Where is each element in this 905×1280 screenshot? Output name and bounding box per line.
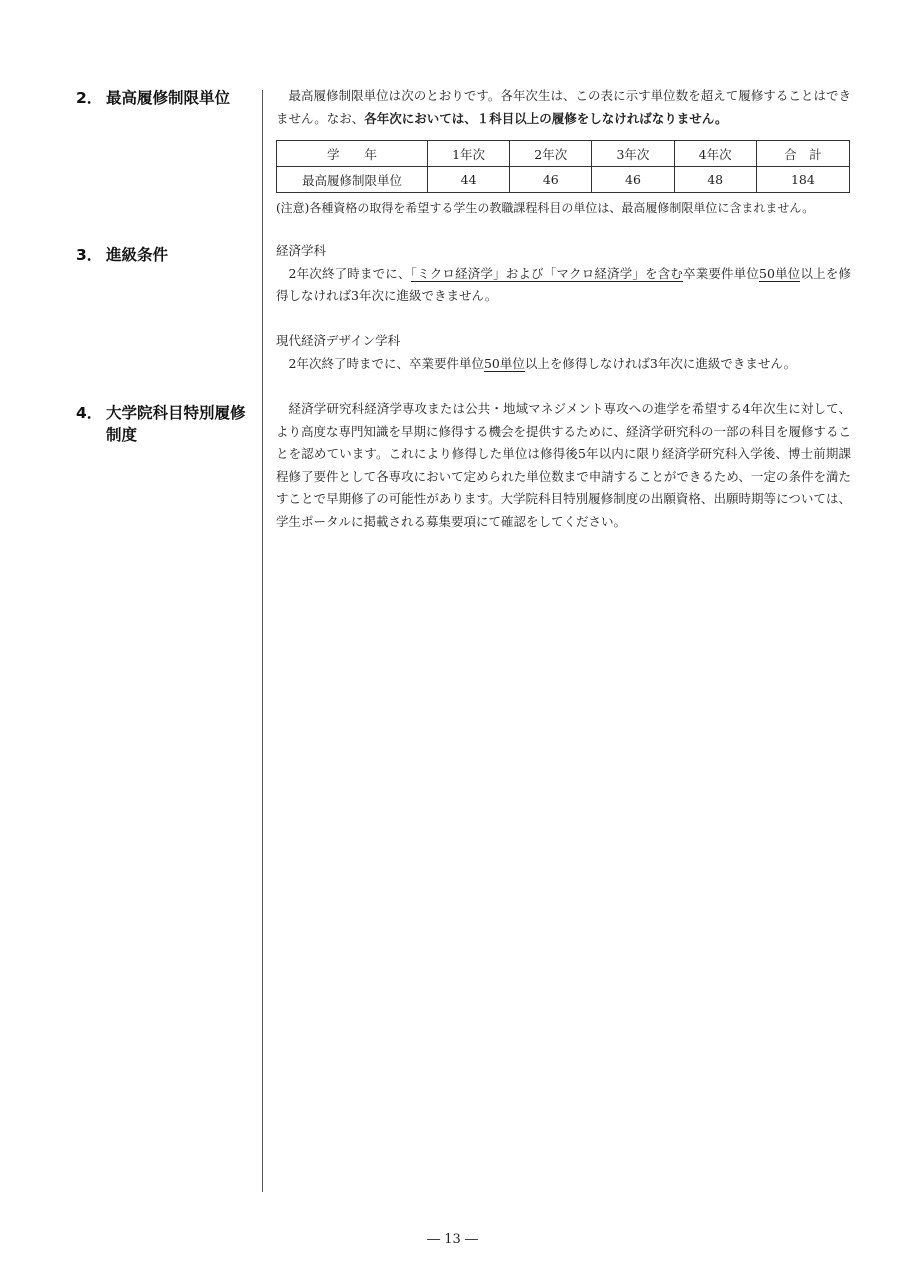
table-header-cell: 1年次 xyxy=(428,141,510,167)
page-number: ― 13 ― xyxy=(427,1232,478,1247)
text-run: 以上を修得しなければ3年次に進級できません。 xyxy=(524,355,797,371)
table-note: (注意)各種資格の取得を希望する学生の教職課程科目の単位は、最高履修制限単位に含まれません。 xyxy=(276,201,815,215)
paragraph xyxy=(276,263,851,308)
section-3-body xyxy=(276,240,851,308)
section-number: 2． xyxy=(76,89,103,107)
text-run: 以上を修得しなければ3年次に進級できません。 xyxy=(276,265,851,303)
section-title: 進級条件 xyxy=(106,246,169,264)
text-run: 2年次終了時までに、卒業要件単位 xyxy=(288,355,484,371)
table-cell: 44 xyxy=(428,167,510,193)
table-header-cell: 学 年 xyxy=(277,141,428,167)
table-header-row xyxy=(277,141,850,167)
table-header-cell: 4年次 xyxy=(674,141,756,167)
table-cell: 48 xyxy=(674,167,756,193)
section-3-body-2 xyxy=(276,330,851,375)
underlined-text: 50単位 xyxy=(483,355,525,371)
text-run: 2年次終了時までに、 xyxy=(288,265,411,281)
department-name: 経済学科 xyxy=(276,243,327,258)
section-4-body xyxy=(276,398,851,533)
section-2-body xyxy=(276,85,851,130)
table-cell: 184 xyxy=(756,167,849,193)
underlined-text: 50単位 xyxy=(759,265,801,281)
section-2-heading xyxy=(76,87,230,109)
paragraph xyxy=(276,85,851,130)
table-header-cell: 2年次 xyxy=(510,141,592,167)
paragraph-emphasis: 各年次においては、１科目以上の履修をしなければなりません。 xyxy=(364,110,728,126)
section-4-heading xyxy=(76,402,246,446)
paragraph: 経済学研究科経済学専攻または公共・地域マネジメント専攻への進学を希望する4年次生に対して、より高度な専門知識を早期に修得する機会を提供するために、経済学研究科の一部の科目を履修することを認めています。これにより修得した単位は修得後5年以内に限り経済学研究科入学後、博士前期課程修了要件として各専攻において定められた単位数まで申請することができるため、一定の条件を満たすことで早期修了の可能性があります。大学院科目特別履修制度の出願資格、出願時期等については、学生ポータルに掲載される募集要項にて確認をしてください。 xyxy=(276,401,852,529)
underlined-text: 「ミクロ経済学」および「マクロ経済学」を含む xyxy=(410,265,684,281)
paragraph xyxy=(276,353,851,376)
paragraph-lead: 最高履修制限単位は次のとおりです。各年次生は、この表に示す単位数を超えて履修することはできません。なお、 xyxy=(276,88,851,126)
section-number: 4． xyxy=(76,404,103,422)
section-3-heading xyxy=(76,244,168,266)
table-header-cell: 合 計 xyxy=(756,141,849,167)
table-header-cell: 3年次 xyxy=(592,141,674,167)
section-title-continued: 制度 xyxy=(106,426,138,444)
table-cell: 46 xyxy=(592,167,674,193)
department-name: 現代経済デザイン学科 xyxy=(276,333,401,348)
credit-limit-table xyxy=(276,140,850,193)
table-cell: 46 xyxy=(510,167,592,193)
text-run: 卒業要件単位 xyxy=(683,265,760,281)
table-row xyxy=(277,167,850,193)
table-cell: 最高履修制限単位 xyxy=(277,167,428,193)
section-title: 最高履修制限単位 xyxy=(106,89,231,107)
section-number: 3． xyxy=(76,246,103,264)
margin-divider xyxy=(262,90,263,1192)
section-title: 大学院科目特別履修 xyxy=(106,404,246,422)
